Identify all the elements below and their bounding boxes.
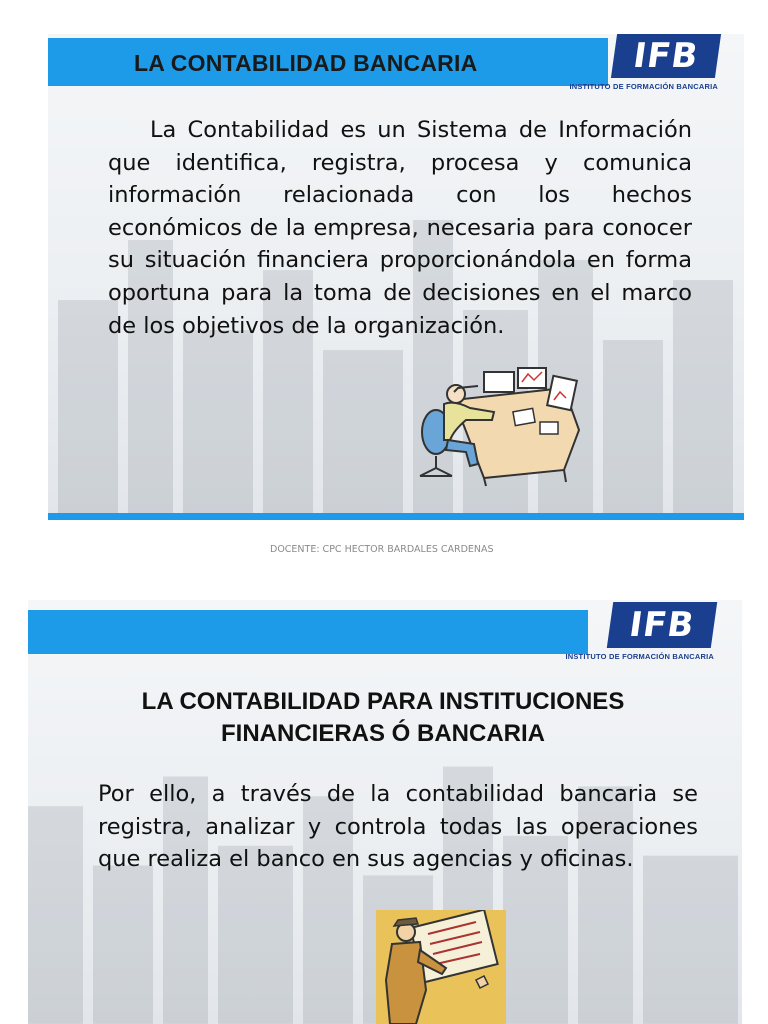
slide-heading	[68, 686, 698, 750]
slide-1	[48, 34, 744, 520]
logo-subtitle: INSTITUTO DE FORMACIÓN BANCARIA	[565, 652, 714, 661]
accountant-at-desk-icon	[414, 360, 584, 488]
logo-mark: IFB	[611, 34, 721, 78]
logo-subtitle: INSTITUTO DE FORMACIÓN BANCARIA	[569, 82, 718, 91]
slide-body-text: Por ello, a través de la contabilidad bancaria se registra, analizar y controla todas las operaciones que realiza el banco en sus agencias y oficinas.	[98, 781, 698, 873]
slide-title: LA CONTABILIDAD BANCARIA	[134, 50, 478, 76]
slide-2	[28, 600, 742, 1024]
man-with-sign-icon	[376, 910, 506, 1024]
ifb-logo	[565, 602, 714, 661]
title-bar	[28, 610, 588, 654]
heading-line-1: LA CONTABILIDAD PARA INSTITUCIONES	[141, 688, 625, 715]
bottom-bar	[48, 513, 744, 520]
ifb-logo	[569, 34, 718, 91]
logo-mark: IFB	[607, 602, 717, 648]
heading-line-2: FINANCIERAS Ó BANCARIA	[221, 720, 545, 747]
instructor-caption: DOCENTE: CPC HECTOR BARDALES CARDENAS	[270, 544, 494, 555]
slide-body-text: La Contabilidad es un Sistema de Información que identifica, registra, procesa y comunica información relacionada con los hechos económicos de la empresa, necesaria para conocer su situación financiera proporcionándola en forma oportuna para la toma de decisiones en el marco de los objetivos de la organización.	[108, 117, 692, 339]
